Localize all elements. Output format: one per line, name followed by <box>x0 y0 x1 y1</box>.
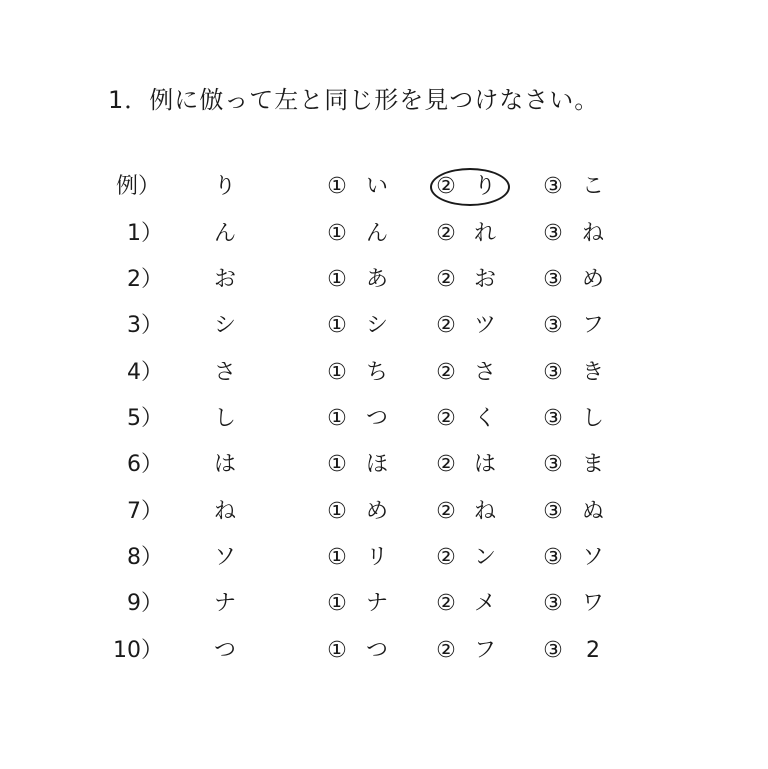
option-marker-2: ② <box>436 591 456 616</box>
option-character-3: ソ <box>581 545 604 570</box>
option-character-1: ち <box>365 360 388 385</box>
question-row <box>0 211 768 257</box>
option-character-3: し <box>581 406 604 431</box>
option-character-3: ワ <box>581 591 604 616</box>
target-character: つ <box>213 638 236 663</box>
row-label: 10） <box>113 638 163 663</box>
option-character-2: さ <box>473 360 496 385</box>
option-marker-3: ③ <box>543 499 563 524</box>
option-marker-2: ② <box>436 406 456 431</box>
option-character-3: き <box>581 360 604 385</box>
option-character-2: は <box>473 452 496 477</box>
option-marker-2: ② <box>436 313 456 338</box>
option-character-2: メ <box>473 591 496 616</box>
option-character-2: フ <box>473 638 496 663</box>
option-marker-2: ② <box>436 360 456 385</box>
option-marker-1: ① <box>327 591 347 616</box>
option-character-1: つ <box>365 638 388 663</box>
row-label: 7） <box>127 499 163 524</box>
option-marker-1: ① <box>327 638 347 663</box>
option-marker-3: ③ <box>543 267 563 292</box>
option-character-1: リ <box>365 545 388 570</box>
target-character: シ <box>213 313 236 338</box>
option-character-1: め <box>365 499 388 524</box>
option-marker-2: ② <box>436 452 456 477</box>
option-character-1: つ <box>365 406 388 431</box>
question-row <box>0 535 768 581</box>
question-row <box>0 442 768 488</box>
option-character-3: め <box>581 267 604 292</box>
target-character: ソ <box>213 545 236 570</box>
question-row <box>0 350 768 396</box>
target-character: し <box>213 406 236 431</box>
row-label: 2） <box>127 267 163 292</box>
option-marker-3: ③ <box>543 313 563 338</box>
option-marker-3: ③ <box>543 221 563 246</box>
row-label: 例） <box>115 174 160 199</box>
option-character-2: ン <box>473 545 496 570</box>
option-marker-1: ① <box>327 545 347 570</box>
option-character-1: あ <box>365 267 388 292</box>
option-marker-1: ① <box>327 267 347 292</box>
example-row <box>0 164 768 210</box>
target-character: は <box>213 452 236 477</box>
option-marker-2: ② <box>436 174 456 199</box>
option-character-1: ほ <box>365 452 388 477</box>
option-marker-2: ② <box>436 267 456 292</box>
option-character-3: 2 <box>586 638 600 663</box>
target-character: ん <box>213 221 236 246</box>
row-label: 3） <box>127 313 163 338</box>
option-character-2: ね <box>473 499 496 524</box>
option-character-1: ナ <box>365 591 388 616</box>
option-marker-2: ② <box>436 638 456 663</box>
option-character-2: れ <box>473 221 496 246</box>
option-marker-3: ③ <box>543 545 563 570</box>
option-marker-3: ③ <box>543 174 563 199</box>
option-marker-1: ① <box>327 406 347 431</box>
option-character-3: フ <box>581 313 604 338</box>
option-marker-3: ③ <box>543 638 563 663</box>
option-marker-2: ② <box>436 221 456 246</box>
target-character: さ <box>213 360 236 385</box>
option-marker-1: ① <box>327 174 347 199</box>
option-character-3: ね <box>581 221 604 246</box>
option-marker-3: ③ <box>543 406 563 431</box>
option-character-2: り <box>473 174 496 199</box>
target-character: ね <box>213 499 236 524</box>
option-character-2: ツ <box>473 313 496 338</box>
option-character-2: お <box>473 267 496 292</box>
option-marker-1: ① <box>327 499 347 524</box>
question-row <box>0 628 768 674</box>
instruction-title: 1．例に倣って左と同じ形を見つけなさい。 <box>108 86 600 114</box>
option-marker-2: ② <box>436 545 456 570</box>
question-row <box>0 396 768 442</box>
option-marker-3: ③ <box>543 452 563 477</box>
option-marker-1: ① <box>327 313 347 338</box>
option-character-1: ん <box>365 221 388 246</box>
option-marker-1: ① <box>327 452 347 477</box>
row-label: 5） <box>127 406 163 431</box>
option-marker-1: ① <box>327 360 347 385</box>
question-row <box>0 257 768 303</box>
question-row <box>0 303 768 349</box>
row-label: 6） <box>127 452 163 477</box>
option-marker-2: ② <box>436 499 456 524</box>
option-character-3: ま <box>581 452 604 477</box>
target-character: お <box>213 267 236 292</box>
question-row <box>0 581 768 627</box>
option-character-1: シ <box>365 313 388 338</box>
row-label: 9） <box>127 591 163 616</box>
option-character-1: い <box>365 174 388 199</box>
option-character-3: ぬ <box>581 499 604 524</box>
target-character: り <box>213 174 236 199</box>
option-marker-1: ① <box>327 221 347 246</box>
option-character-3: こ <box>581 174 604 199</box>
row-label: 1） <box>127 221 163 246</box>
option-character-2: く <box>473 406 496 431</box>
row-label: 8） <box>127 545 163 570</box>
option-marker-3: ③ <box>543 591 563 616</box>
option-marker-3: ③ <box>543 360 563 385</box>
target-character: ナ <box>213 591 236 616</box>
row-label: 4） <box>127 360 163 385</box>
question-row <box>0 489 768 535</box>
